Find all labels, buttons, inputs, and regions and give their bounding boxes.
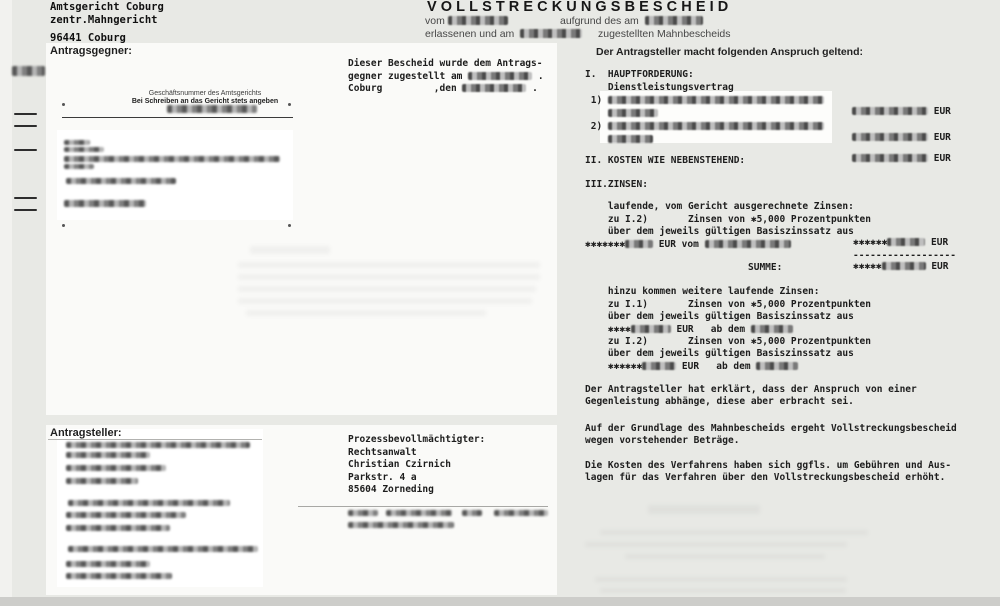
window-corner-mark — [288, 224, 291, 227]
claim-item-2-cont — [585, 134, 653, 145]
text-segment: Amtsgericht Coburg — [50, 1, 164, 13]
window-corner-mark — [288, 103, 291, 106]
section-zinsen — [585, 179, 648, 190]
text-segment: EUR ab dem — [670, 324, 751, 335]
redacted-text — [756, 362, 798, 370]
text-segment: I. HAUPTFORDERUNG: — [585, 69, 694, 80]
summe-divider — [853, 250, 956, 261]
redaction-smudge — [348, 522, 454, 528]
redacted-text — [705, 240, 791, 248]
page-left-edge — [0, 0, 12, 597]
kosten-amount — [852, 153, 951, 164]
bleed-through-ghost — [648, 505, 760, 514]
redacted-text — [462, 84, 526, 92]
text-segment: erlassenen und am — [425, 28, 521, 40]
text-segment: . — [532, 71, 544, 82]
claim-amount-2 — [852, 132, 951, 143]
text-segment: ✱✱✱✱✱✱ — [853, 237, 888, 248]
text-segment: zugestellten Mahnbescheids — [598, 28, 731, 40]
text-segment: SUMME: — [748, 262, 783, 273]
case-number-rule — [62, 117, 293, 118]
text-segment: Coburg ,den — [348, 83, 463, 94]
zinsen-line — [585, 336, 871, 347]
redaction-smudge — [66, 512, 186, 518]
redacted-text — [645, 16, 703, 25]
applicant-label-rule — [48, 439, 262, 440]
text-segment: über dem jeweils gültigen Basiszinssatz aus — [585, 226, 854, 237]
redacted-text — [751, 325, 793, 333]
zinsen-line — [585, 299, 871, 310]
redacted-text — [887, 238, 925, 246]
text-segment: . — [526, 83, 538, 94]
text-segment: Die Kosten des Verfahrens haben sich ggfls. um Gebühren und Aus- — [585, 460, 952, 471]
redaction-smudge — [66, 465, 166, 471]
redacted-text — [448, 16, 508, 25]
redaction-smudge — [64, 156, 280, 162]
zinsen-line — [585, 324, 793, 335]
bleed-through-ghost — [600, 530, 868, 535]
text-segment: Der Antragsteller hat erklärt, dass der Anspruch von einer — [585, 384, 917, 395]
zinsen-line — [585, 201, 854, 212]
basis-line — [585, 423, 957, 434]
bleed-through-ghost — [238, 298, 532, 304]
window-corner-mark — [62, 224, 65, 227]
text-segment: EUR ab dem — [676, 361, 757, 372]
case-number-note — [95, 90, 315, 106]
summe-amount — [853, 261, 949, 272]
page-bottom-edge — [0, 597, 1000, 606]
bleed-through-ghost — [238, 262, 540, 268]
attorney-name — [348, 459, 451, 470]
text-segment — [585, 108, 608, 119]
zinsen-line — [585, 239, 791, 250]
label-antragsgegner: Antragsgegner: — [50, 45, 132, 57]
text-segment: laufende, vom Gericht ausgerechnete Zinsen: — [585, 201, 854, 212]
text-segment: zu I.2) Zinsen von ✱5,000 Prozentpunkten — [585, 214, 871, 225]
text-segment: gegner zugestellt am — [348, 71, 469, 82]
bleed-through-ghost — [238, 286, 536, 292]
redacted-text — [608, 109, 658, 117]
bleed-through-ghost — [238, 274, 540, 280]
text-segment: Auf der Grundlage des Mahnbescheids ergeht Vollstreckungsbescheid — [585, 423, 957, 434]
text-segment: zu I.1) Zinsen von ✱5,000 Prozentpunkten — [585, 299, 871, 310]
text-segment: zentr.Mahngericht — [50, 14, 158, 26]
fold-mark — [14, 149, 37, 151]
bleed-through-ghost — [625, 554, 825, 559]
text-segment: II. KOSTEN WIE NEBENSTEHEND: — [585, 155, 746, 166]
text-segment: Prozessbevollmächtigter: — [348, 434, 486, 445]
window-corner-mark — [62, 103, 65, 106]
redaction-smudge — [68, 546, 258, 552]
costs-line — [585, 472, 945, 483]
attorney-title — [348, 447, 417, 458]
fold-mark — [14, 197, 37, 199]
court-postal-city — [50, 32, 126, 44]
redacted-text — [608, 96, 824, 104]
text-segment: EUR — [925, 261, 949, 272]
case-number-note-line2: Bei Schreiben an das Gericht stets angeben — [131, 98, 279, 105]
text-segment: EUR — [928, 132, 951, 143]
redacted-text — [625, 240, 653, 248]
redaction-smudge — [68, 500, 230, 506]
text-segment: 2) — [585, 121, 608, 132]
text-segment: Dieser Bescheid wurde dem Antrags- — [348, 58, 543, 69]
redaction-smudge — [66, 573, 172, 579]
section-hauptforderung — [585, 69, 694, 80]
redacted-text — [468, 72, 532, 80]
text-segment: EUR — [928, 153, 951, 164]
redaction-smudge — [64, 147, 104, 152]
text-segment: zu I.2) Zinsen von ✱5,000 Prozentpunkten — [585, 336, 871, 347]
redaction-smudge — [167, 105, 257, 113]
text-segment: III.ZINSEN: — [585, 179, 648, 190]
redaction-smudge — [66, 442, 250, 448]
text-segment: 96441 Coburg — [50, 32, 126, 44]
text-segment: 1) — [585, 95, 608, 106]
fold-mark — [14, 125, 37, 127]
summe-label — [748, 262, 782, 273]
court-department — [50, 14, 157, 26]
bleed-through-ghost — [595, 577, 847, 582]
redaction-smudge — [66, 178, 176, 184]
subtitle-vom — [425, 15, 508, 27]
text-segment: lagen für das Verfahren über den Vollstreckungsbescheid erhöht. — [585, 472, 946, 483]
court-name — [50, 1, 164, 13]
redaction-smudge — [66, 525, 170, 531]
claim-intro — [596, 46, 863, 58]
subtitle-zugestellt — [598, 28, 731, 40]
zinsen-line — [585, 226, 854, 237]
service-note-line — [348, 71, 544, 82]
basis-line — [585, 435, 739, 446]
attorney-heading — [348, 434, 485, 445]
redaction-smudge — [64, 164, 94, 169]
section-kosten — [585, 155, 745, 166]
text-segment: Der Antragsteller macht folgenden Anspruch geltend: — [596, 46, 864, 58]
redacted-text — [852, 154, 928, 162]
text-segment — [585, 134, 608, 145]
zinsen-line — [585, 361, 798, 372]
redacted-text — [852, 107, 928, 115]
bleed-through-ghost — [585, 542, 847, 547]
redacted-text — [608, 122, 824, 130]
zinsen-line — [585, 311, 854, 322]
text-segment: ✱✱✱✱ — [585, 324, 631, 335]
claim-amount-1 — [852, 106, 951, 117]
text-segment: über dem jeweils gültigen Basiszinssatz aus — [585, 311, 854, 322]
service-note-line — [348, 58, 542, 69]
text-segment: EUR vom — [653, 239, 705, 250]
redaction-smudge — [462, 510, 482, 516]
text-segment: aufgrund des am — [560, 15, 645, 27]
attorney-signature-rule — [298, 506, 548, 507]
text-segment: EUR — [928, 106, 951, 117]
text-segment: hinzu kommen weitere laufende Zinsen: — [585, 286, 820, 297]
bleed-through-ghost — [250, 246, 330, 254]
label-antragsteller: Antragsteller: — [50, 427, 122, 439]
zinsen-line — [585, 348, 854, 359]
claim-item-1-cont — [585, 108, 658, 119]
text-segment: Christian Czirnich — [348, 459, 451, 470]
document-title: VOLLSTRECKUNGSBESCHEID — [427, 0, 733, 15]
declaration-line — [585, 384, 917, 395]
attorney-street — [348, 472, 417, 483]
redaction-smudge — [66, 561, 150, 567]
redacted-text — [882, 262, 926, 270]
text-segment: Gegenleistung abhänge, diese aber erbracht sei. — [585, 396, 854, 407]
text-segment: EUR — [925, 237, 949, 248]
redaction-smudge — [66, 452, 150, 458]
redacted-text — [520, 29, 582, 38]
declaration-line — [585, 396, 854, 407]
text-segment: vom — [425, 15, 448, 27]
text-segment: Parkstr. 4 a — [348, 472, 417, 483]
bleed-through-ghost — [600, 588, 846, 593]
text-segment: ✱✱✱✱✱✱ — [585, 361, 643, 372]
text-segment: Rechtsanwalt — [348, 447, 417, 458]
text-segment: ✱✱✱✱✱ — [853, 261, 882, 272]
subtitle-erlassen — [425, 28, 582, 40]
costs-line — [585, 460, 951, 471]
text-segment: über dem jeweils gültigen Basiszinssatz aus — [585, 348, 854, 359]
text-segment: Dienstleistungsvertrag — [585, 82, 734, 93]
attorney-city — [348, 484, 434, 495]
subtitle-aufgrund — [560, 15, 703, 27]
redaction-smudge — [494, 510, 548, 516]
redaction-smudge — [66, 478, 138, 484]
claim-item-1 — [585, 95, 824, 106]
bleed-through-ghost — [246, 310, 486, 316]
redaction-smudge — [64, 200, 146, 207]
text-segment: 85604 Zorneding — [348, 484, 434, 495]
redacted-text — [852, 133, 928, 141]
redaction-smudge — [348, 510, 378, 516]
service-note-line — [348, 83, 538, 94]
zinsen-line — [585, 214, 871, 225]
claim-item-2 — [585, 121, 824, 132]
redaction-smudge — [64, 140, 90, 145]
zinsen-line — [585, 286, 820, 297]
redacted-text — [642, 362, 676, 370]
redacted-text — [608, 135, 653, 143]
contract-type — [585, 82, 734, 93]
text-segment: wegen vorstehender Beträge. — [585, 435, 740, 446]
text-segment: ------------------ — [853, 250, 956, 261]
fold-mark — [14, 113, 37, 115]
case-number-note-line1: Geschäftsnummer des Amtsgerichts — [148, 90, 262, 97]
redacted-text — [631, 325, 671, 333]
text-segment: ✱✱✱✱✱✱✱ — [585, 239, 626, 250]
redaction-smudge — [12, 66, 45, 76]
fold-mark — [14, 209, 37, 211]
redaction-smudge — [386, 510, 452, 516]
zinsen-amount — [853, 237, 948, 248]
